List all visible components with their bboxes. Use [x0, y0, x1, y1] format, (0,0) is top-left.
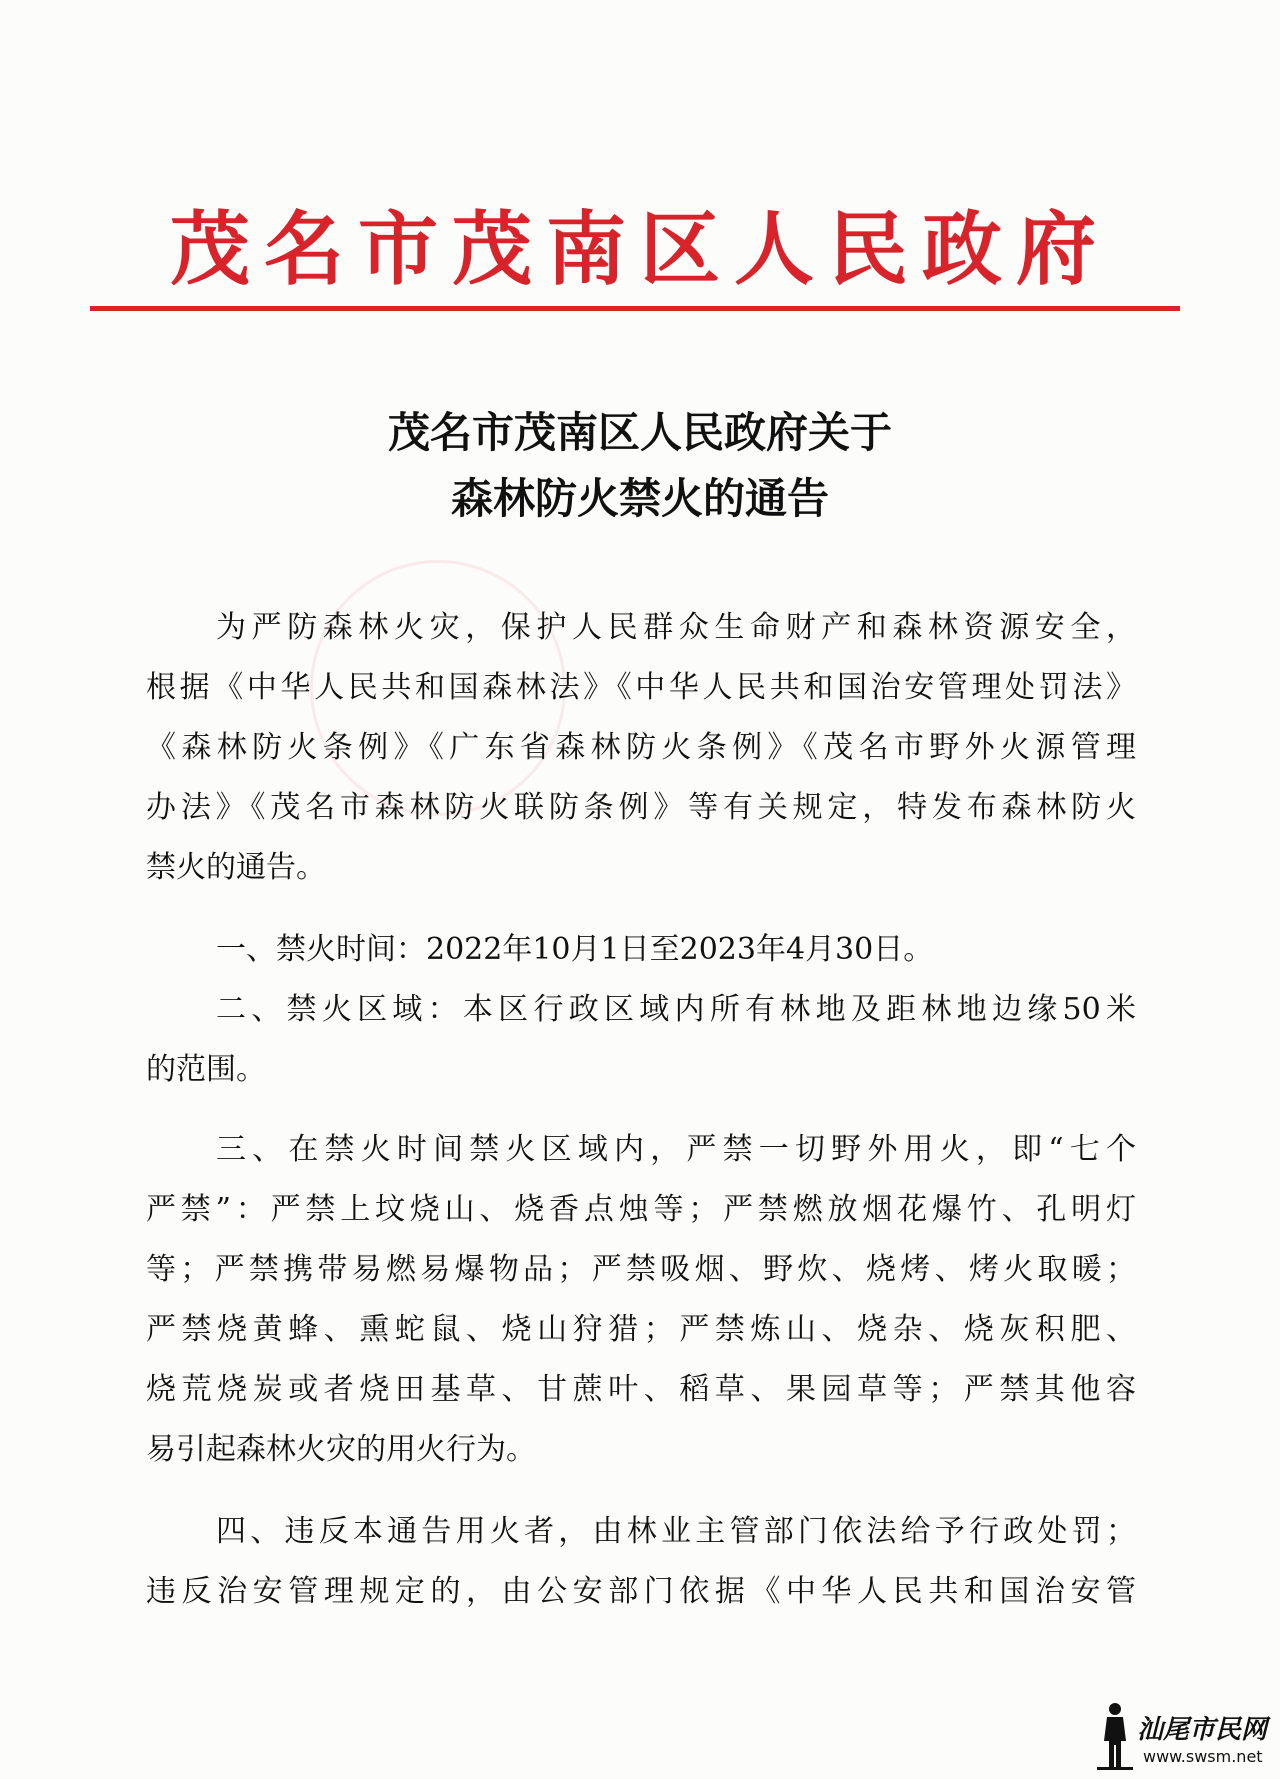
body-line: 严禁”：严禁上坟烧山、烧香点烛等；严禁燃放烟花爆竹、孔明灯 [146, 1192, 1136, 1227]
body-line: 等；严禁携带易燃易爆物品；严禁吸烟、野炊、烧烤、烤火取暖； [146, 1252, 1136, 1287]
body-line: 为严防森林火灾，保护人民群众生命财产和森林资源安全， [216, 610, 1136, 645]
body-line: 根据《中华人民共和国森林法》《中华人民共和国治安管理处罚法》 [146, 670, 1136, 705]
body-line-clause-1: 一、禁火时间：2022年10月1日至2023年4月30日。 [216, 932, 934, 967]
header-red-rule [90, 306, 1180, 311]
person-silhouette-icon [1095, 1701, 1135, 1771]
body-line: 的范围。 [146, 1052, 266, 1087]
issuing-authority-header: 茂名市茂南区人民政府 [170, 203, 1110, 296]
body-line: 严禁烧黄蜂、熏蛇鼠、烧山狩猎；严禁炼山、烧杂、烧灰积肥、 [146, 1312, 1136, 1347]
watermark-site-name: 汕尾市民网 [1137, 1715, 1268, 1745]
notice-title-line-1: 茂名市茂南区人民政府关于 [387, 408, 892, 457]
body-line-clause-2: 二、禁火区域：本区行政区域内所有林地及距林地边缘50米 [216, 992, 1136, 1027]
body-line: 《森林防火条例》《广东省森林防火条例》《茂名市野外火源管理 [146, 730, 1136, 765]
body-line-clause-4: 四、违反本通告用火者，由林业主管部门依法给予行政处罚； [216, 1514, 1136, 1549]
body-line-clause-3: 三、在禁火时间禁火区域内，严禁一切野外用火，即“七个 [216, 1132, 1136, 1167]
body-line: 违反治安管理规定的，由公安部门依据《中华人民共和国治安管 [146, 1574, 1136, 1609]
site-watermark [1095, 1701, 1270, 1771]
body-line: 禁火的通告。 [146, 850, 326, 885]
body-line: 烧荒烧炭或者烧田基草、甘蔗叶、稻草、果园草等；严禁其他容 [146, 1372, 1136, 1407]
watermark-url: www.swsm.net [1143, 1747, 1263, 1766]
body-line: 易引起森林火灾的用火行为。 [146, 1432, 536, 1467]
notice-title-line-2: 森林防火禁火的通告 [450, 474, 829, 523]
body-line: 办法》《茂名市森林防火联防条例》等有关规定，特发布森林防火 [146, 790, 1136, 825]
